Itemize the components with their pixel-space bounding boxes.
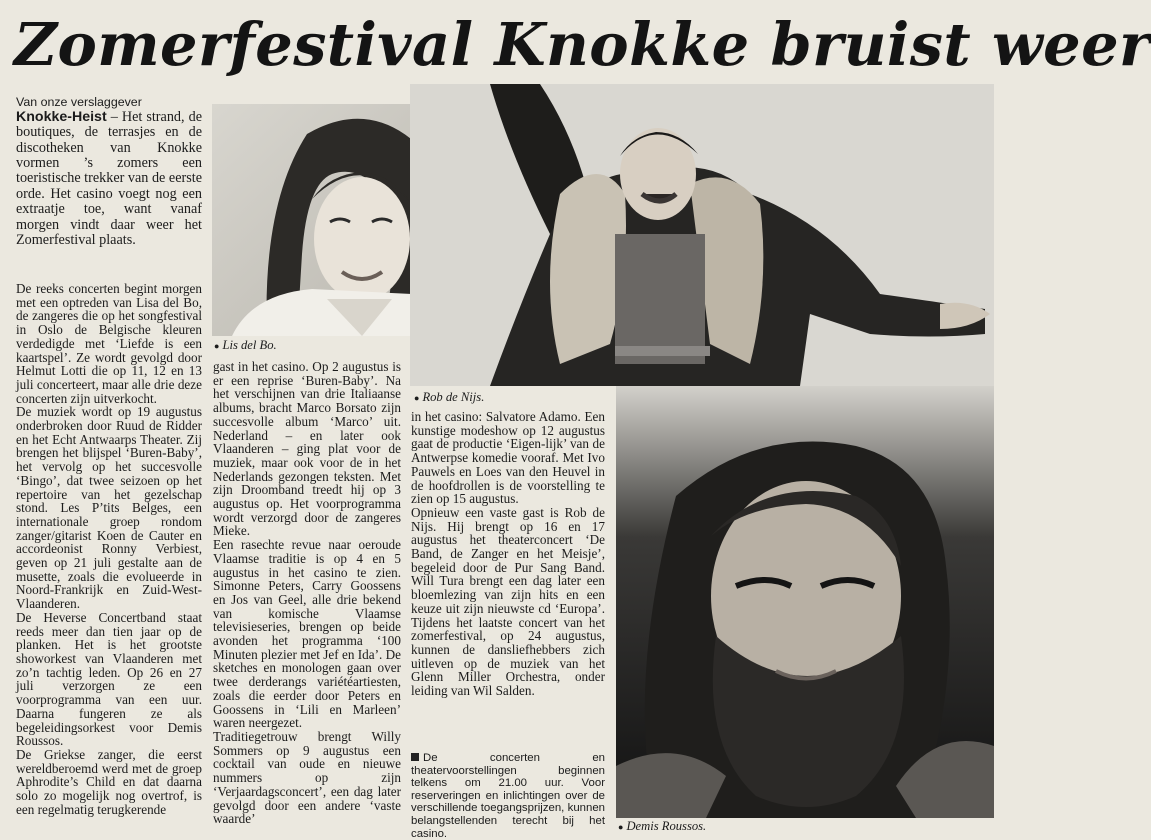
body-column-1 [16, 282, 202, 816]
paragraph: Traditiegetrouw brengt Willy Sommers op 9 augustus een cocktail van oude en nieuwe nummers op zijn ‘Verjaardagsconcert’, een dag later gevolgd door een andere ‘vaste waarde’ [213, 728, 401, 827]
bullet-icon: ● [414, 393, 420, 403]
paragraph: De muziek wordt op 19 augustus onderbroken door Ruud de Ridder en het Echt Antwaarps Theater. Zij brengen het blijspel ‘Buren-Baby’, het vervolg op het succesvolle ‘Bingo’, dat twee seizoen op het repertoire van het gezelschap stond. Les P’tits Belges, een internationale groep rondom zanger/gitarist Koen de Cauter en accordeonist Ronny Verbiest, geven op 21 juli gestalte aan de musette, zoals die evolueerde in Noord-Frankrijk en Zuid-West-Vlaanderen. [16, 404, 202, 612]
body-column-3 [411, 410, 605, 698]
headline: Zomerfestival Knokke bruist weer [14, 10, 1151, 79]
paragraph: Een rasechte revue naar oeroude Vlaamse traditie is op 4 en 5 augustus in het casino te zien. Simonne Peters, Carry Goossens en Jos van Geel, alle drie bekend van komische Vlaamse televisieseries, brengen op beide avonden het programma ‘100 Minuten plezier met Jef en Ida’. De sketches en monologen gaan over twee derderangs variétéartiesten, zoals die eerder door Peters en Goossens in ‘Lili en Marleen’ waren neergezet. [213, 537, 401, 731]
dateline: Knokke-Heist [16, 108, 107, 125]
intro-column [16, 96, 202, 248]
byline: Van onze verslaggever [16, 95, 142, 109]
photo-demis-roussos [616, 386, 994, 818]
lead-paragraph [16, 110, 202, 249]
paragraph: Opnieuw een vaste gast is Rob de Nijs. Hij brengt op 16 en 17 augustus het theaterconcert ‘De Band, de Zanger en het Meisje’, begeleid door de Pur Sang Band. Will Tura brengt een dag later een bloemlezing van zijn hits en een keuze uit zijn nieuwste cd ‘Europa’. Tijdens het laatste concert van het zomerfestival, op 24 augustus, kunnen de dansliefhebbers zich uitleven op de muziek van het Glenn Miller Orchestra, onder leiding van Wil Salden. [411, 504, 605, 699]
paragraph: De reeks concerten begint morgen met een optreden van Lisa del Bo, de zangeres die op het songfestival in Oslo de Belgische kleuren verdedigde met ‘Liefde is een kaartspel’. Ze wordt gevolgd door Helmut Lotti die op 11, 12 en 13 juli concerteert, maar alle drie deze concerten zijn uitverkocht. [16, 281, 202, 406]
caption-photo-3: ● Demis Roussos. [618, 819, 707, 833]
paragraph: in het casino: Salvatore Adamo. Een kunstige modeshow op 12 augustus gaat de productie ‘Eigen-lijk’ van de Antwerpse komedie vooraf. Met Ivo Pauwels en Loes van den Heuvel in de hoofdrollen is de voorstelling te zien op 15 augustus. [411, 409, 605, 507]
bullet-icon: ● [214, 341, 220, 351]
info-box [411, 752, 605, 840]
bullet-icon: ● [618, 822, 624, 832]
square-bullet-icon [411, 753, 419, 761]
lead-text: – Het strand, de boutiques, de terrasjes en de discotheken van Knokke vormen ’s zomers een toeristische trekker van de eerste orde. Het casino voegt nog een extraatje toe, want vanaf morgen vindt daar weer het Zomerfestival plaats. [16, 108, 202, 248]
info-text: De concerten en theatervoorstellingen beginnen telkens om 21.00 uur. Voor reserveringen en inlichtingen over de verschillende toegangsprijzen, kunnen belangstellenden terecht bij het casino. [411, 752, 605, 840]
paragraph: De Griekse zanger, die eerst wereldberoemd werd met de groep Aphrodite’s Child en dat daarna solo zo mogelijk nog overtrof, is een regelmatig terugkerende [16, 746, 202, 817]
caption-photo-2: ● Rob de Nijs. [414, 390, 485, 404]
body-column-2 [213, 360, 401, 826]
paragraph: gast in het casino. Op 2 augustus is er een reprise ‘Buren-Baby’. Na het verschijnen van drie Italiaanse albums, bracht Marco Borsato zijn succesvolle album ‘Marco’ uit. Nederland – en later ook Vlaanderen – ging plat voor de muziek, maar ook voor de in het Nederlands gezongen teksten. Met zijn Droomband treedt hij op 3 augustus op. Het voorprogramma wordt verzorgd door de zangeres Mieke. [213, 359, 401, 539]
paragraph: De Heverse Concertband staat reeds meer dan tien jaar op de planken. Het is het grootste showorkest van Vlaanderen met zo’n tachtig leden. Op 26 en 27 juli verzorgen ze een voorprogramma van een uur. Daarna fungeren ze als begeleidingsorkest voor Demis Roussos. [16, 609, 202, 749]
photo-rob-de-nijs [410, 84, 994, 386]
caption-photo-1: ● Lis del Bo. [214, 338, 277, 352]
